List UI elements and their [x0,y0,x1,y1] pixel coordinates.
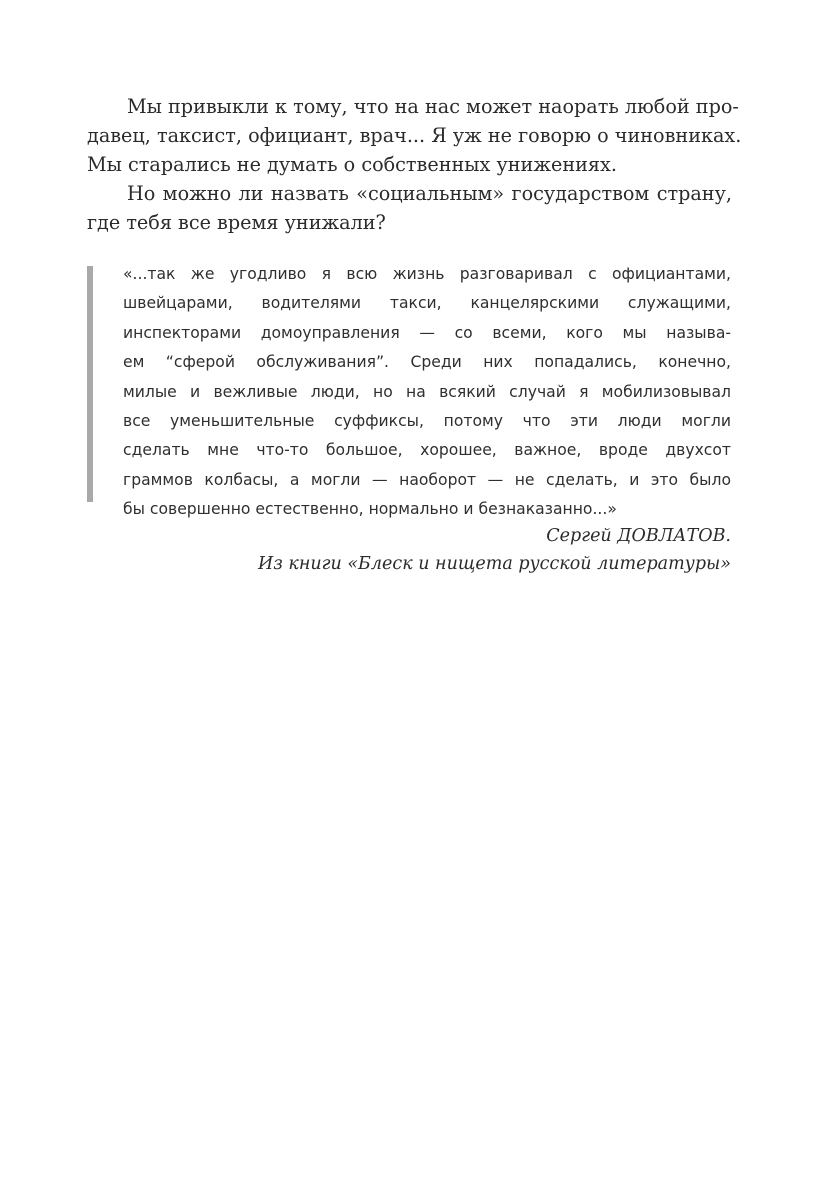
quote-line: граммов колбасы, а могли — наоборот — не сделать, и это было [123,470,731,489]
quote-line: милые и вежливые люди, но на всякий случай я мобилизовывал [123,382,731,401]
quote-line: инспекторами домоуправления — со всеми, кого мы называ- [123,323,731,342]
body-text [87,92,742,237]
paragraph-1-line-2: давец, таксист, официант, врач... Я уж не говорю о чиновниках. [87,124,742,147]
quote-line: бы совершенно естественно, нормально и безнаказанно...» [123,500,617,519]
quote-bar [87,266,93,502]
quote-line: швейцарами, водителями такси, канцелярскими служащими, [123,294,731,313]
quote-line: «...так же угодливо я всю жизнь разговаривал с официантами, [123,265,731,283]
epigraph-quote [123,260,731,525]
attribution-source: Из книги «Блеск и нищета русской литературы» [258,554,731,574]
quote-line: сделать мне что-то большое, хорошее, важное, вроде двухсот [123,441,731,460]
paragraph-1-line-1: Мы привыкли к тому, что на нас может наорать любой про- [127,95,739,118]
paragraph-2-line-2: где тебя все время унижали? [87,211,386,234]
quote-line: все уменьшительные суффиксы, потому что эти люди могли [123,412,731,431]
attribution-author: Сергей ДОВЛАТОВ. [546,526,731,546]
paragraph-2-line-1: Но можно ли назвать «социальным» государством страну, [127,182,732,205]
paragraph-1-line-3: Мы старались не думать о собственных унижениях. [87,153,617,176]
quote-attribution [131,522,731,578]
quote-line: ем “сферой обслуживания”. Среди них попадались, конечно, [123,353,731,372]
